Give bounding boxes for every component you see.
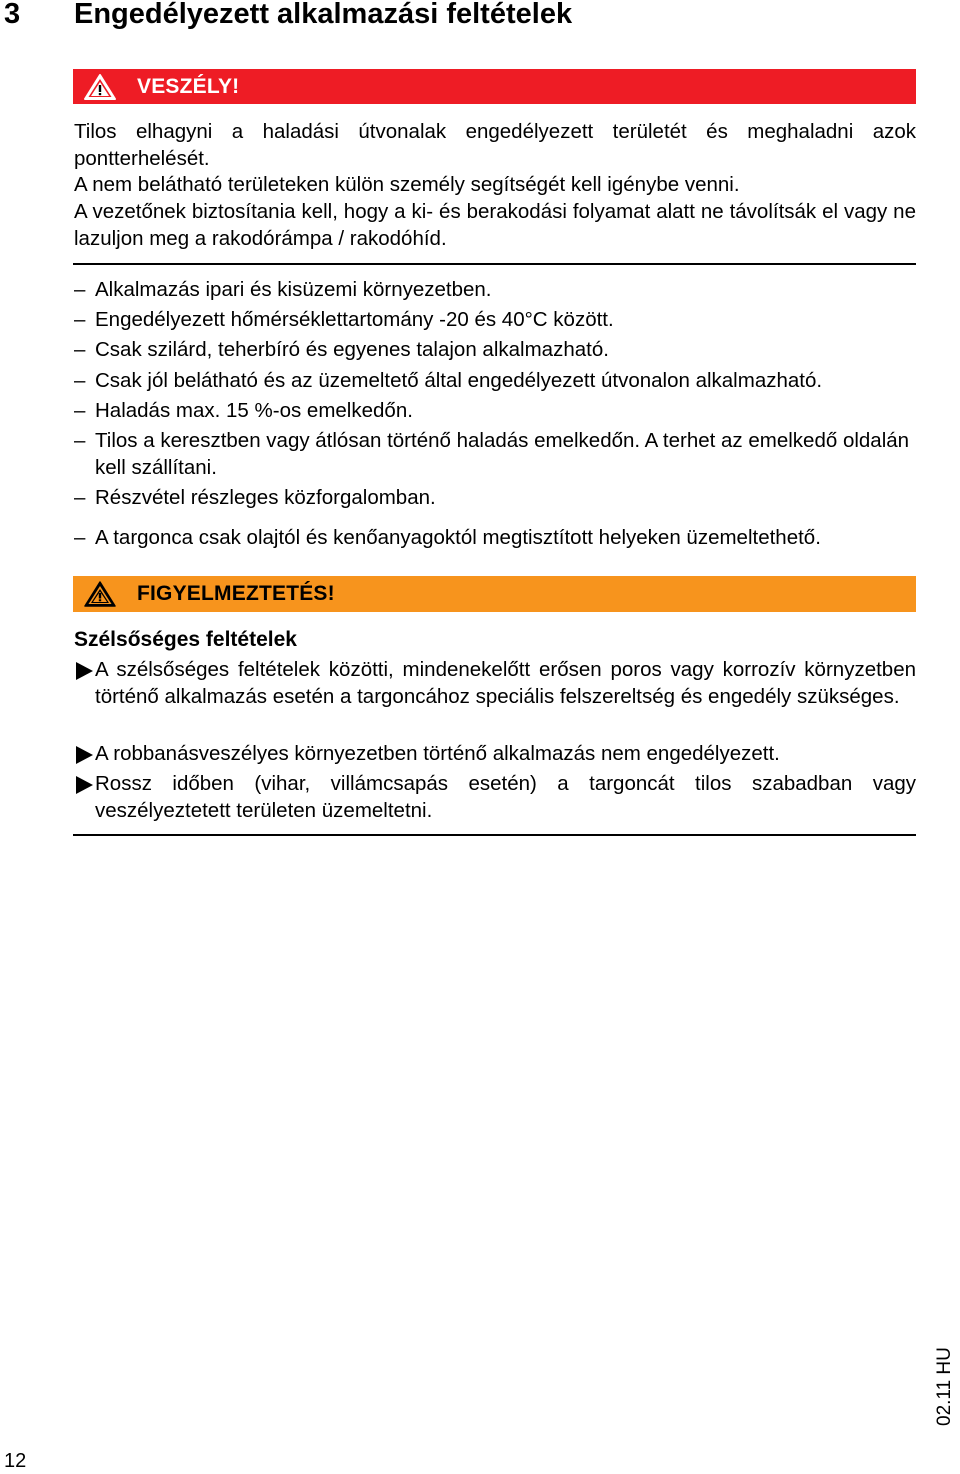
divider (73, 263, 916, 265)
warning-item-text: A szélsőséges feltételek közötti, mindenekelőtt erősen poros vagy korrozív környzetben történő alkalmazás esetén a targoncához speciális felszereltség és engedély szükséges. (95, 658, 916, 708)
list-item (74, 398, 916, 425)
edition-code: 02.11 HU (934, 1347, 955, 1426)
list-item (74, 368, 916, 395)
dash-mark: – (74, 338, 86, 361)
list-item (74, 525, 916, 552)
condition-text: Tilos a keresztben vagy átlósan történő haladás emelkedőn. A terhet az emelkedő oldalán kell szállítani. (95, 429, 910, 479)
bullet-arrow-icon (76, 662, 93, 680)
warning-triangle-icon (83, 580, 117, 608)
section-heading: Szélsőséges feltételek (74, 628, 297, 651)
warning-label: FIGYELMEZTETÉS! (137, 582, 335, 605)
list-item (74, 657, 916, 710)
page-number: 12 (4, 1450, 27, 1472)
dash-mark: – (74, 278, 86, 301)
chapter-number: 3 (4, 0, 21, 30)
list-item (74, 277, 916, 304)
dash-mark: – (74, 369, 86, 392)
list-item (74, 428, 916, 481)
warning-item-text: Rossz időben (vihar, villámcsapás esetén) a targoncát tilos szabadban vagy veszélyeztetett területen üzemeltetni. (95, 772, 916, 822)
condition-text: A targonca csak olajtól és kenőanyagoktól megtisztított helyeken üzemeltethető. (95, 526, 821, 549)
condition-text: Csak jól belátható és az üzemeltető által engedélyezett útvonalon alkalmazható. (95, 369, 823, 392)
condition-text: Csak szilárd, teherbíró és egyenes talajon alkalmazható. (95, 338, 609, 361)
danger-label: VESZÉLY! (137, 74, 240, 98)
bullet-arrow-icon (76, 776, 93, 794)
bullet-arrow-icon (76, 746, 93, 764)
condition-text: Alkalmazás ipari és kisüzemi környezetben. (95, 278, 492, 301)
list-item (74, 771, 916, 824)
warning-triangle-icon (83, 73, 117, 101)
dash-mark: – (74, 429, 86, 452)
condition-text: Engedélyezett hőmérséklettartomány -20 és 40°C között. (95, 308, 614, 331)
dash-mark: – (74, 486, 86, 509)
list-item (74, 307, 916, 334)
warning-banner (73, 576, 916, 612)
divider (73, 834, 916, 836)
danger-text-2: A nem belátható területeken külön személy segítségét kell igénybe venni. (74, 173, 740, 196)
list-item (74, 485, 916, 512)
list-item (74, 337, 916, 364)
dash-mark: – (74, 308, 86, 331)
danger-text-3: A vezetőnek biztosítania kell, hogy a ki- és berakodási folyamat alatt ne távolítsák el vagy ne lazuljon meg a rakodórámpa / rakodóhíd. (74, 200, 916, 250)
danger-text-1: Tilos elhagyni a haladási útvonalak engedélyezett területét és meghaladni azok pontterhelését. (74, 120, 916, 170)
dash-mark: – (74, 399, 86, 422)
condition-text: Részvétel részleges közforgalomban. (95, 486, 436, 509)
chapter-title: Engedélyezett alkalmazási feltételek (74, 0, 573, 30)
dash-mark: – (74, 526, 86, 549)
warning-item-text: A robbanásveszélyes környezetben történő alkalmazás nem engedélyezett. (95, 742, 780, 765)
danger-banner (73, 69, 916, 104)
condition-text: Haladás max. 15 %-os emelkedőn. (95, 399, 413, 422)
list-item (74, 741, 916, 768)
